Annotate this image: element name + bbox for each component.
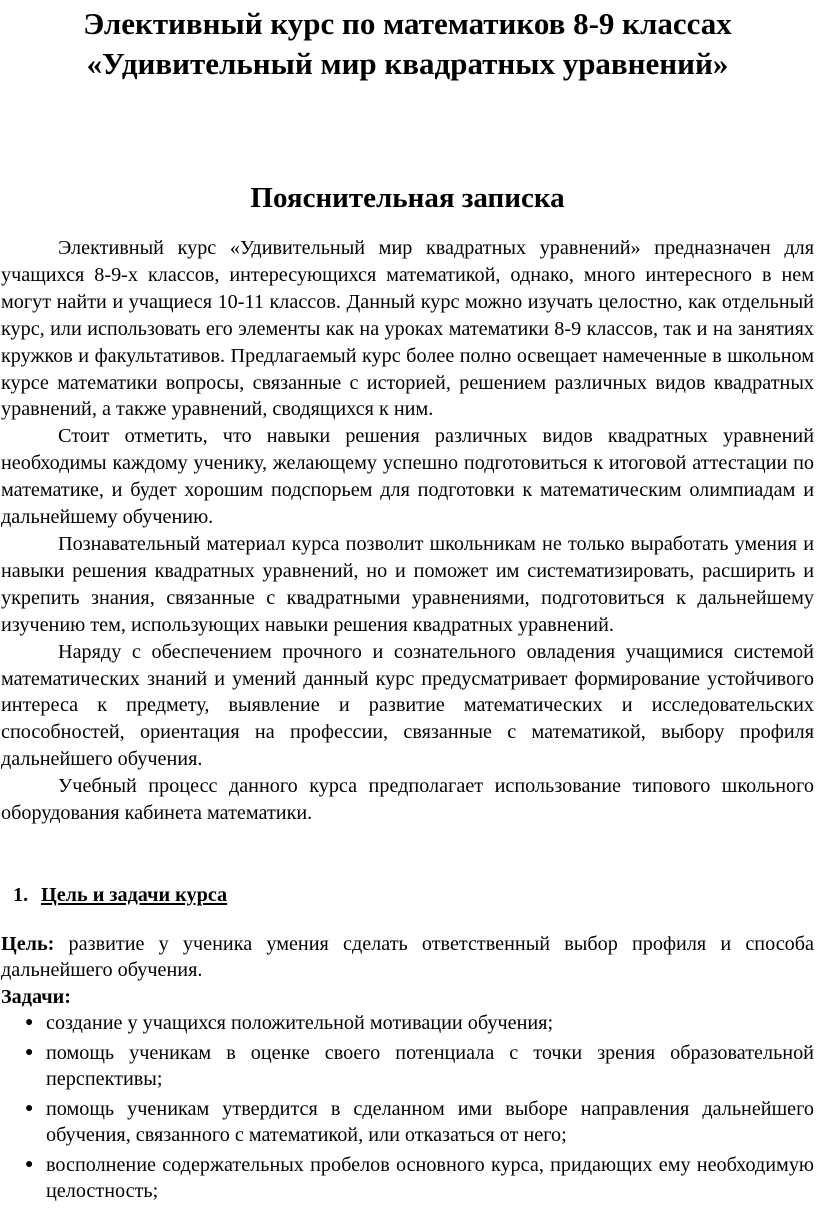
section-1-title: Цель и задачи курса	[41, 883, 228, 906]
document-title-line-1: Элективный курс по математиков 8-9 классах	[83, 6, 732, 41]
section-1-number: 1.	[13, 883, 29, 906]
explanatory-note-body	[1, 235, 814, 827]
goal-statement	[1, 931, 814, 984]
document-title-line-2: «Удивительный мир квадратных уравнений»	[86, 46, 729, 81]
tasks-label: Задачи:	[1, 985, 71, 1008]
bullet-icon: ●	[25, 1015, 34, 1031]
paragraph-4: Наряду с обеспечением прочного и сознательного овладения учащимися системой математических знаний и умений данный курс предусматривает формирование устойчивого интереса к предмету, выявление и развитие математических и исследовательских способностей, ориентация на профессии, связанные с математикой, выбору профиля дальнейшего обучения.	[1, 640, 814, 771]
list-item	[1, 1152, 814, 1205]
paragraph-1: Элективный курс «Удивительный мир квадратных уравнений» предназначен для учащихся 8-9-х классов, интересующихся математикой, однако, много интересного в нем могут найти и учащиеся 10-11 классов. Данный курс можно изучать целостно, как отдельный курс, или использовать его элементы как на уроках математики 8-9 классов, так и на занятиях кружков и факультативов. Предлагаемый курс более полно освещает намеченные в школьном курсе математики вопросы, связанные с историей, решением различных видов квадратных уравнений, а также уравнений, сводящихся к ним.	[1, 237, 814, 421]
tasks-list	[1, 1010, 814, 1205]
paragraph-3: Познавательный материал курса позволит школьникам не только выработать умения и навыки решения квадратных уравнений, но и поможет им систематизировать, расширить и укрепить знания, связанные с квадратными уравнениями, подготовиться к дальнейшему изучению тем, использующих навыки решения квадратных уравнений.	[1, 532, 814, 636]
bullet-icon: ●	[25, 1100, 34, 1116]
bullet-icon: ●	[25, 1044, 34, 1060]
goal-label: Цель:	[1, 932, 55, 955]
list-item	[1, 1096, 814, 1149]
paragraph-5: Учебный процесс данного курса предполагает использование типового школьного оборудования кабинета математики.	[1, 775, 814, 825]
document-title	[1, 0, 814, 84]
list-item	[1, 1010, 814, 1037]
goal-text: развитие у ученика умения сделать ответственный выбор профиля и способа дальнейшего обучения.	[1, 932, 814, 982]
section-1-heading	[1, 827, 814, 909]
task-text: создание у учащихся положительной мотивации обучения;	[46, 1012, 554, 1035]
task-text: восполнение содержательных пробелов основного курса, придающих ему необходимую целостность;	[46, 1153, 814, 1203]
task-text: помощь ученикам утвердится в сделанном ими выборе направления дальнейшего обучения, связанного с математикой, или отказаться от него;	[46, 1097, 814, 1147]
paragraph-2: Стоит отметить, что навыки решения различных видов квадратных уравнений необходимы каждому ученику, желающему успешно подготовиться к итоговой аттестации по математике, и будет хорошим подспорьем для подготовки к математическим олимпиадам и дальнейшему обучению.	[1, 425, 814, 529]
list-item	[1, 1040, 814, 1093]
bullet-icon: ●	[25, 1156, 34, 1172]
section-title-explanatory-note: Пояснительная записка	[250, 182, 565, 214]
task-text: помощь ученикам в оценке своего потенциала с точки зрения образовательной перспективы;	[46, 1041, 814, 1091]
